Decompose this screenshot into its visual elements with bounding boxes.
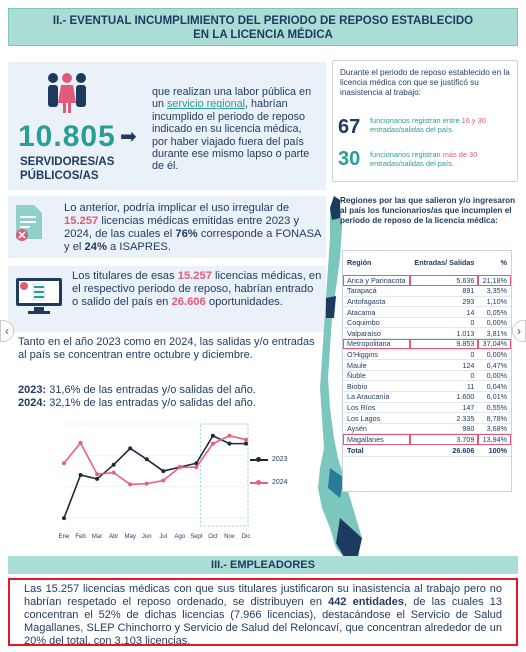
- x-tick-label: Ene: [58, 534, 70, 540]
- point-2023-Nov: [227, 442, 231, 446]
- point-2024-Feb: [79, 441, 83, 445]
- table-row: [343, 402, 511, 413]
- rejected-document-icon: [14, 204, 44, 242]
- percent-cell: 0,00%: [478, 349, 511, 360]
- chart-legend: [250, 456, 288, 502]
- total-row: [343, 445, 511, 457]
- percent-cell: 3,35%: [478, 286, 511, 297]
- region-cell: Antofagasta: [343, 296, 410, 307]
- entries-exits-intro: Durante el periodo de reposo establecido en la licencia médica con que se justificó su inasistencia al trabajo:: [340, 68, 510, 97]
- table-row: [343, 392, 511, 403]
- col-percent: %: [478, 251, 511, 275]
- x-tick-label: Sept: [190, 534, 203, 540]
- region-cell: O'Higgins: [343, 349, 410, 360]
- x-tick-label: Oct: [208, 534, 218, 540]
- entries-description: Los titulares de esas 15.257 licencias médicas, en el respectivo periodo de reposo, habrían entrado o salido del país en 26.606 oportunidades.: [72, 270, 322, 308]
- legend-item-2023: [250, 456, 288, 463]
- x-tick-label: Jun: [141, 534, 152, 540]
- percent-cell: 0,47%: [478, 360, 511, 371]
- percent-cell: 1,10%: [478, 296, 511, 307]
- table-row: [343, 296, 511, 307]
- point-2023-Feb: [79, 473, 83, 477]
- region-cell: Maule: [343, 360, 410, 371]
- percent-cell: 37,04%: [478, 339, 511, 350]
- x-tick-label: Feb: [75, 534, 86, 540]
- col-entries: Entradas/ Salidas: [410, 251, 478, 275]
- region-cell: Biobío: [343, 381, 410, 392]
- percent-cell: 6,01%: [478, 392, 511, 403]
- percent-cell: 8,78%: [478, 413, 511, 424]
- x-tick-label: Ago: [174, 534, 186, 540]
- percent-cell: 0,05%: [478, 307, 511, 318]
- legend-swatch: [250, 459, 268, 461]
- stat-30-text: funcionarios registran más de 30 entradas/salidas del país.: [370, 150, 478, 168]
- legend-item-2024: [250, 479, 288, 486]
- section-2-title-line2: EN LA LICENCIA MÉDICA: [193, 29, 333, 41]
- entries-cell: 1.013: [410, 328, 478, 339]
- entries-cell: 1.600: [410, 392, 478, 403]
- percent-cell: 0,00%: [478, 317, 511, 328]
- people-icon: [44, 70, 90, 116]
- entries-cell: 147: [410, 402, 478, 413]
- region-cell: Metropolitana: [343, 339, 410, 350]
- entries-cell: 3.709: [410, 434, 478, 445]
- entries-cell: 0: [410, 349, 478, 360]
- table-row: [343, 360, 511, 371]
- region-cell: Arica y Parinacota: [343, 275, 410, 286]
- legend-swatch: [250, 482, 268, 484]
- table-row: [343, 434, 511, 445]
- table-row: [343, 286, 511, 297]
- point-2023-Mar: [95, 477, 99, 481]
- point-2023-Dic: [244, 442, 248, 446]
- stat-67-text: funcionarios registran entre 16 y 30 entradas/salidas del país.: [370, 116, 486, 134]
- employers-summary: Las 15.257 licencias médicas con que sus titulares justificaron su inasistencia al trabajo pero no habrían respetado el reposo ordenado, se distribuyen en 442 entidades, de las cuales 13 concentran el 52% de dichas licencias (7.966 licencias), destacándose el Servicio de Salud Magallanes, SLEP Chinchorro y Servicio de Salud del Reloncaví, que concentran alrededor de un 20% del total, con 3.103 licencias.: [8, 578, 518, 646]
- point-2024-Ago: [178, 465, 182, 469]
- region-cell: Atacama: [343, 307, 410, 318]
- entries-cell: 0: [410, 370, 478, 381]
- point-2024-Ene: [62, 461, 66, 465]
- point-2024-May: [128, 482, 132, 486]
- point-2023-May: [128, 446, 132, 450]
- point-2024-Dic: [244, 438, 248, 442]
- entries-cell: 5.636: [410, 275, 478, 286]
- percent-cell: 3,68%: [478, 423, 511, 434]
- col-region: Región: [343, 251, 410, 275]
- table-row: [343, 307, 511, 318]
- point-2024-Mar: [95, 472, 99, 476]
- region-cell: La Araucanía: [343, 392, 410, 403]
- point-2023-Jun: [145, 457, 149, 461]
- prev-slide-button[interactable]: ‹: [0, 320, 14, 342]
- point-2023-Oct: [211, 434, 215, 438]
- point-2023-Abr: [112, 463, 116, 467]
- point-2024-Oct: [211, 442, 215, 446]
- point-2023-Ene: [62, 516, 66, 520]
- entries-cell: 891: [410, 286, 478, 297]
- table-row: [343, 423, 511, 434]
- x-tick-label: Abr: [108, 534, 119, 540]
- entries-cell: 0: [410, 317, 478, 328]
- table-row: [343, 349, 511, 360]
- total-label: Total: [343, 445, 410, 457]
- point-2024-Jun: [145, 482, 149, 486]
- section-2-title-line1: II.- EVENTUAL INCUMPLIMIENTO DEL PERIODO DE REPOSO ESTABLECIDO: [52, 15, 474, 27]
- percent-cell: 13,94%: [478, 434, 511, 445]
- highlight-oct-dec: [200, 424, 248, 526]
- table-row: [343, 381, 511, 392]
- yearly-stats: [18, 384, 318, 410]
- table-row: [343, 339, 511, 350]
- table-row: [343, 413, 511, 424]
- region-cell: Coquimbo: [343, 317, 410, 328]
- total-percent: 100%: [478, 445, 511, 457]
- stat-2024: 2024: 32,1% de las entradas y/o salidas del año.: [18, 397, 256, 409]
- region-table-title: Regiones por las que salieron y/o ingresaron al país los funcionarios/as que incumplen el periodo de reposo de la licencia médica:: [340, 196, 516, 225]
- entries-cell: 2.335: [410, 413, 478, 424]
- section-2-header: [8, 8, 518, 46]
- table-row: [343, 370, 511, 381]
- table-row: [343, 317, 511, 328]
- entries-cell: 980: [410, 423, 478, 434]
- percent-cell: 0,00%: [478, 370, 511, 381]
- monitor-checklist-icon: [14, 276, 64, 316]
- monthly-line-chart: [54, 418, 254, 542]
- table-row: [343, 328, 511, 339]
- percent-cell: 0,55%: [478, 402, 511, 413]
- entries-cell: 124: [410, 360, 478, 371]
- entries-cell: 14: [410, 307, 478, 318]
- entries-cell: 11: [410, 381, 478, 392]
- x-tick-label: Nov: [224, 534, 235, 540]
- point-2024-Nov: [227, 434, 231, 438]
- stat-67-number: 67: [338, 116, 361, 138]
- x-tick-label: Mar: [91, 534, 103, 540]
- region-cell: Aysén: [343, 423, 410, 434]
- region-cell: Valparaíso: [343, 328, 410, 339]
- region-cell: Los Lagos: [343, 413, 410, 424]
- x-tick-label: May: [124, 534, 136, 540]
- total-entries: 26.606: [410, 445, 478, 457]
- x-tick-label: Jul: [159, 534, 168, 540]
- percent-cell: 0,04%: [478, 381, 511, 392]
- servants-count: 10.805: [18, 120, 116, 153]
- entries-cell: 9.853: [410, 339, 478, 350]
- series-line-2023: [64, 436, 246, 518]
- arrow-right-icon: ➡: [120, 126, 137, 148]
- region-cell: Los Ríos: [343, 402, 410, 413]
- percent-cell: 21,18%: [478, 275, 511, 286]
- servants-label: SERVIDORES/AS PÚBLICOS/AS: [20, 156, 115, 182]
- region-cell: Magallanes: [343, 434, 410, 445]
- stat-2023: 2023: 31,6% de las entradas y/o salidas del año.: [18, 384, 256, 396]
- next-slide-button[interactable]: ›: [512, 320, 526, 342]
- region-cell: Ñuble: [343, 370, 410, 381]
- region-cell: Tarapacá: [343, 286, 410, 297]
- legend-label: 2023: [272, 456, 288, 463]
- table-row: [343, 275, 511, 286]
- point-2024-Sept: [194, 465, 198, 469]
- percent-cell: 3,81%: [478, 328, 511, 339]
- legend-label: 2024: [272, 479, 288, 486]
- x-tick-label: Dic: [241, 534, 251, 540]
- entries-cell: 293: [410, 296, 478, 307]
- point-2023-Jul: [161, 469, 165, 473]
- section-3-header: III.- EMPLEADORES: [8, 556, 518, 574]
- licenses-description: Lo anterior, podría implicar el uso irregular de 15.257 licencias médicas emitidas entre 2023 y 2024, de las cuales el 76% corresponde a FONASA y el 24% a ISAPRES.: [64, 202, 321, 253]
- stat-30-number: 30: [338, 148, 361, 170]
- seasonality-text: Tanto en el año 2023 como en 2024, las salidas y/o entradas al país se concentran entre octubre y diciembre.: [18, 336, 315, 361]
- region-table: [342, 250, 512, 492]
- point-2024-Jul: [161, 478, 165, 482]
- point-2024-Abr: [112, 471, 116, 475]
- servants-description: que realizan una labor pública en un servicio regional, habrían incumplido el periodo de reposo indicado en su licencia médica, por haber viajado fuera del país durante ese mismo lapso o parte de él.: [152, 86, 312, 173]
